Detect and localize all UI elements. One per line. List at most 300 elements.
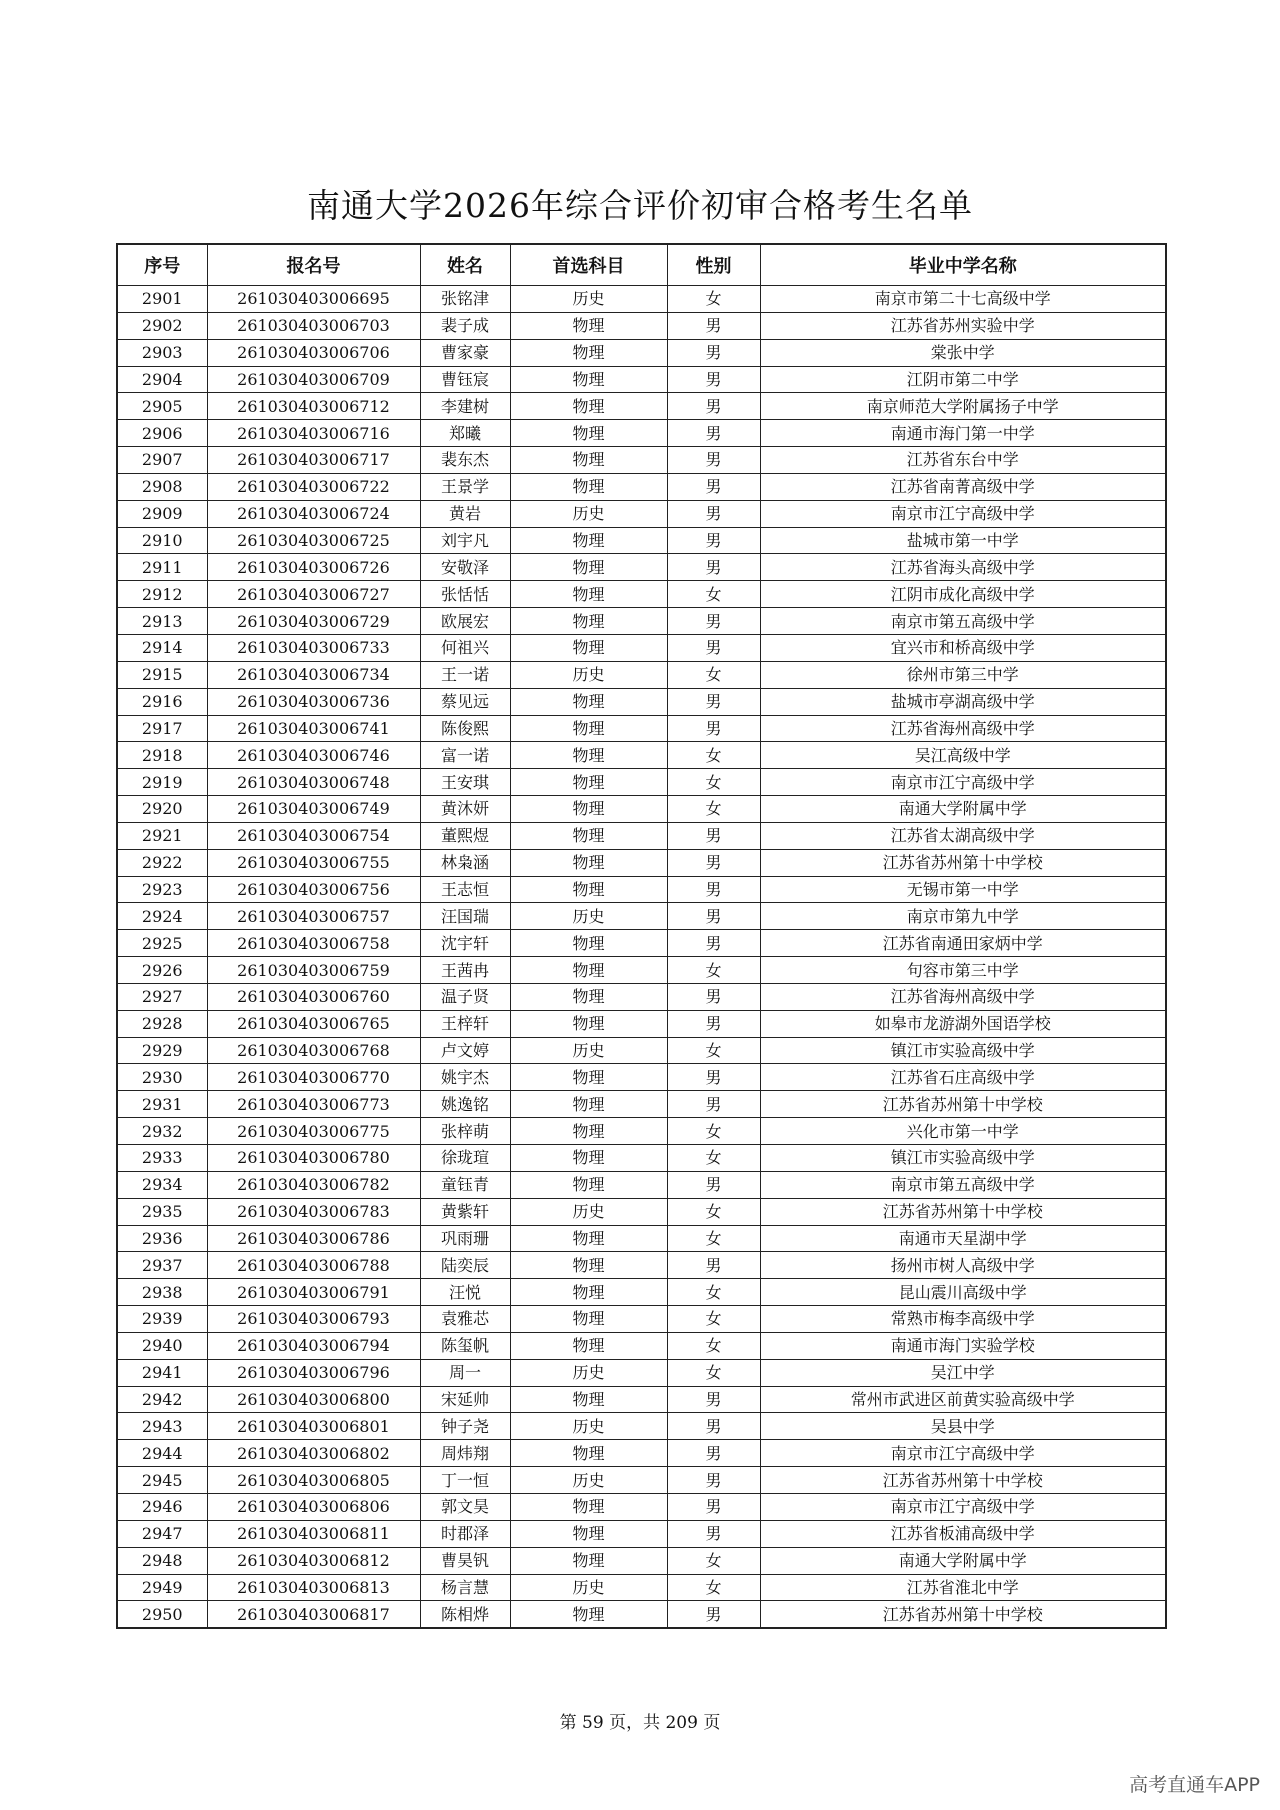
cell-index: 2942: [117, 1386, 207, 1413]
cell-registration-no: 261030403006765: [207, 1010, 420, 1037]
cell-index: 2905: [117, 393, 207, 420]
cell-registration-no: 261030403006783: [207, 1198, 420, 1225]
cell-name: 童钰青: [420, 1171, 510, 1198]
cell-school: 扬州市树人高级中学: [760, 1252, 1166, 1279]
cell-index: 2906: [117, 420, 207, 447]
cell-school: 盐城市亭湖高级中学: [760, 688, 1166, 715]
cell-name: 姚逸铭: [420, 1091, 510, 1118]
table-row: [117, 1091, 1166, 1118]
cell-registration-no: 261030403006791: [207, 1279, 420, 1306]
cell-index: 2947: [117, 1520, 207, 1547]
cell-subject: 物理: [510, 554, 667, 581]
cell-name: 李建树: [420, 393, 510, 420]
cell-index: 2920: [117, 796, 207, 823]
cell-school: 南京师范大学附属扬子中学: [760, 393, 1166, 420]
cell-gender: 女: [667, 1198, 760, 1225]
cell-name: 郑曦: [420, 420, 510, 447]
cell-gender: 男: [667, 1440, 760, 1467]
cell-gender: 男: [667, 1252, 760, 1279]
cell-subject: 物理: [510, 1332, 667, 1359]
cell-name: 宋延帅: [420, 1386, 510, 1413]
cell-gender: 女: [667, 581, 760, 608]
cell-registration-no: 261030403006754: [207, 822, 420, 849]
cell-name: 周一: [420, 1359, 510, 1386]
cell-subject: 物理: [510, 1306, 667, 1333]
cell-gender: 男: [667, 983, 760, 1010]
cell-registration-no: 261030403006725: [207, 527, 420, 554]
cell-registration-no: 261030403006729: [207, 608, 420, 635]
cell-name: 黄紫轩: [420, 1198, 510, 1225]
cell-index: 2929: [117, 1037, 207, 1064]
cell-subject: 物理: [510, 742, 667, 769]
cell-school: 南通市海门第一中学: [760, 420, 1166, 447]
cell-school: 南京市第二十七高级中学: [760, 286, 1166, 313]
cell-school: 兴化市第一中学: [760, 1118, 1166, 1145]
cell-index: 2922: [117, 849, 207, 876]
table-row: [117, 1198, 1166, 1225]
cell-school: 江苏省东台中学: [760, 447, 1166, 474]
cell-index: 2944: [117, 1440, 207, 1467]
cell-name: 温子贤: [420, 983, 510, 1010]
cell-name: 王景学: [420, 473, 510, 500]
cell-registration-no: 261030403006727: [207, 581, 420, 608]
cell-school: 江苏省苏州第十中学校: [760, 849, 1166, 876]
cell-index: 2915: [117, 661, 207, 688]
cell-name: 王梓轩: [420, 1010, 510, 1037]
cell-registration-no: 261030403006801: [207, 1413, 420, 1440]
cell-index: 2911: [117, 554, 207, 581]
table-row: [117, 1145, 1166, 1172]
table-row: [117, 608, 1166, 635]
cell-registration-no: 261030403006724: [207, 500, 420, 527]
cell-gender: 女: [667, 1359, 760, 1386]
cell-school: 镇江市实验高级中学: [760, 1145, 1166, 1172]
cell-school: 江阴市第二中学: [760, 366, 1166, 393]
cell-gender: 男: [667, 1520, 760, 1547]
cell-gender: 男: [667, 473, 760, 500]
cell-name: 黄沐妍: [420, 796, 510, 823]
cell-gender: 女: [667, 1332, 760, 1359]
cell-index: 2925: [117, 930, 207, 957]
cell-gender: 男: [667, 1467, 760, 1494]
cell-index: 2923: [117, 876, 207, 903]
cell-name: 钟子尧: [420, 1413, 510, 1440]
cell-school: 南京市江宁高级中学: [760, 1440, 1166, 1467]
cell-school: 如皋市龙游湖外国语学校: [760, 1010, 1166, 1037]
table-row: [117, 796, 1166, 823]
cell-index: 2916: [117, 688, 207, 715]
table-row: [117, 661, 1166, 688]
table-row: [117, 957, 1166, 984]
cell-subject: 物理: [510, 1010, 667, 1037]
cell-name: 徐珑瑄: [420, 1145, 510, 1172]
cell-subject: 物理: [510, 1171, 667, 1198]
cell-gender: 女: [667, 957, 760, 984]
table-row: [117, 1601, 1166, 1628]
table-row: [117, 286, 1166, 313]
cell-name: 卢文婷: [420, 1037, 510, 1064]
page-number: 第 59 页，共 209 页: [559, 1713, 721, 1733]
table-row: [117, 339, 1166, 366]
cell-registration-no: 261030403006734: [207, 661, 420, 688]
column-header-index: 序号: [117, 244, 207, 286]
cell-name: 陈相烨: [420, 1601, 510, 1628]
table-row: [117, 903, 1166, 930]
cell-school: 江苏省板浦高级中学: [760, 1520, 1166, 1547]
cell-name: 林枭涵: [420, 849, 510, 876]
table-row: [117, 1037, 1166, 1064]
cell-registration-no: 261030403006796: [207, 1359, 420, 1386]
cell-index: 2904: [117, 366, 207, 393]
cell-school: 江苏省石庄高级中学: [760, 1064, 1166, 1091]
column-header-registration-no: 报名号: [207, 244, 420, 286]
cell-name: 蔡见远: [420, 688, 510, 715]
cell-gender: 男: [667, 634, 760, 661]
cell-gender: 女: [667, 1145, 760, 1172]
cell-subject: 物理: [510, 420, 667, 447]
cell-registration-no: 261030403006813: [207, 1574, 420, 1601]
cell-registration-no: 261030403006695: [207, 286, 420, 313]
cell-gender: 男: [667, 930, 760, 957]
cell-gender: 男: [667, 608, 760, 635]
cell-registration-no: 261030403006746: [207, 742, 420, 769]
cell-subject: 历史: [510, 286, 667, 313]
cell-index: 2901: [117, 286, 207, 313]
cell-index: 2917: [117, 715, 207, 742]
cell-registration-no: 261030403006706: [207, 339, 420, 366]
table-header-row: [117, 244, 1166, 286]
cell-registration-no: 261030403006716: [207, 420, 420, 447]
table-row: [117, 527, 1166, 554]
cell-index: 2932: [117, 1118, 207, 1145]
cell-subject: 物理: [510, 1145, 667, 1172]
cell-registration-no: 261030403006722: [207, 473, 420, 500]
cell-subject: 物理: [510, 1493, 667, 1520]
cell-subject: 物理: [510, 983, 667, 1010]
cell-subject: 物理: [510, 876, 667, 903]
cell-gender: 男: [667, 312, 760, 339]
cell-index: 2948: [117, 1547, 207, 1574]
cell-registration-no: 261030403006806: [207, 1493, 420, 1520]
cell-name: 周炜翔: [420, 1440, 510, 1467]
table-row: [117, 1520, 1166, 1547]
cell-gender: 男: [667, 876, 760, 903]
cell-index: 2935: [117, 1198, 207, 1225]
cell-school: 南京市第五高级中学: [760, 608, 1166, 635]
cell-school: 江苏省苏州第十中学校: [760, 1198, 1166, 1225]
table-row: [117, 366, 1166, 393]
cell-name: 杨言慧: [420, 1574, 510, 1601]
cell-school: 吴县中学: [760, 1413, 1166, 1440]
cell-index: 2939: [117, 1306, 207, 1333]
cell-name: 黄岩: [420, 500, 510, 527]
cell-subject: 历史: [510, 1198, 667, 1225]
cell-index: 2928: [117, 1010, 207, 1037]
cell-gender: 男: [667, 1386, 760, 1413]
column-header-name: 姓名: [420, 244, 510, 286]
cell-name: 刘宇凡: [420, 527, 510, 554]
cell-name: 张梓萌: [420, 1118, 510, 1145]
cell-school: 江苏省苏州第十中学校: [760, 1601, 1166, 1628]
cell-index: 2907: [117, 447, 207, 474]
cell-index: 2934: [117, 1171, 207, 1198]
cell-registration-no: 261030403006768: [207, 1037, 420, 1064]
cell-gender: 男: [667, 688, 760, 715]
cell-subject: 物理: [510, 1440, 667, 1467]
cell-gender: 男: [667, 420, 760, 447]
cell-index: 2918: [117, 742, 207, 769]
cell-registration-no: 261030403006788: [207, 1252, 420, 1279]
cell-subject: 物理: [510, 796, 667, 823]
table-row: [117, 1332, 1166, 1359]
table-row: [117, 1467, 1166, 1494]
cell-registration-no: 261030403006759: [207, 957, 420, 984]
cell-index: 2914: [117, 634, 207, 661]
cell-subject: 历史: [510, 1359, 667, 1386]
table-row: [117, 1440, 1166, 1467]
table-row: [117, 1064, 1166, 1091]
cell-subject: 物理: [510, 608, 667, 635]
cell-subject: 历史: [510, 1467, 667, 1494]
cell-index: 2941: [117, 1359, 207, 1386]
cell-gender: 女: [667, 286, 760, 313]
cell-school: 吴江高级中学: [760, 742, 1166, 769]
column-header-subject: 首选科目: [510, 244, 667, 286]
cell-school: 徐州市第三中学: [760, 661, 1166, 688]
cell-school: 南京市江宁高级中学: [760, 1493, 1166, 1520]
table-row: [117, 1279, 1166, 1306]
cell-subject: 物理: [510, 1520, 667, 1547]
cell-index: 2950: [117, 1601, 207, 1628]
cell-name: 王一诺: [420, 661, 510, 688]
cell-subject: 物理: [510, 769, 667, 796]
cell-school: 常熟市梅李高级中学: [760, 1306, 1166, 1333]
cell-gender: 男: [667, 1010, 760, 1037]
table-row: [117, 500, 1166, 527]
cell-registration-no: 261030403006811: [207, 1520, 420, 1547]
table-row: [117, 1413, 1166, 1440]
cell-gender: 男: [667, 554, 760, 581]
table-row: [117, 420, 1166, 447]
cell-subject: 物理: [510, 339, 667, 366]
cell-index: 2949: [117, 1574, 207, 1601]
cell-subject: 历史: [510, 500, 667, 527]
cell-registration-no: 261030403006726: [207, 554, 420, 581]
cell-gender: 女: [667, 742, 760, 769]
cell-index: 2938: [117, 1279, 207, 1306]
cell-subject: 物理: [510, 1386, 667, 1413]
cell-registration-no: 261030403006786: [207, 1225, 420, 1252]
cell-subject: 物理: [510, 715, 667, 742]
cell-index: 2903: [117, 339, 207, 366]
cell-registration-no: 261030403006773: [207, 1091, 420, 1118]
cell-subject: 物理: [510, 473, 667, 500]
cell-registration-no: 261030403006758: [207, 930, 420, 957]
cell-index: 2940: [117, 1332, 207, 1359]
cell-subject: 物理: [510, 1547, 667, 1574]
cell-index: 2931: [117, 1091, 207, 1118]
cell-registration-no: 261030403006812: [207, 1547, 420, 1574]
cell-name: 安敬泽: [420, 554, 510, 581]
cell-subject: 历史: [510, 661, 667, 688]
cell-registration-no: 261030403006782: [207, 1171, 420, 1198]
cell-registration-no: 261030403006717: [207, 447, 420, 474]
cell-school: 江苏省南菁高级中学: [760, 473, 1166, 500]
cell-name: 董熙煜: [420, 822, 510, 849]
cell-registration-no: 261030403006736: [207, 688, 420, 715]
cell-school: 常州市武进区前黄实验高级中学: [760, 1386, 1166, 1413]
cell-gender: 男: [667, 715, 760, 742]
table-row: [117, 983, 1166, 1010]
cell-school: 昆山震川高级中学: [760, 1279, 1166, 1306]
cell-registration-no: 261030403006794: [207, 1332, 420, 1359]
table-row: [117, 1010, 1166, 1037]
table-row: [117, 1547, 1166, 1574]
cell-school: 江苏省太湖高级中学: [760, 822, 1166, 849]
cell-subject: 历史: [510, 903, 667, 930]
cell-index: 2910: [117, 527, 207, 554]
table-row: [117, 822, 1166, 849]
watermark: 高考直通车APP: [1129, 1774, 1260, 1796]
cell-name: 张恬恬: [420, 581, 510, 608]
cell-registration-no: 261030403006793: [207, 1306, 420, 1333]
table-row: [117, 1386, 1166, 1413]
cell-index: 2933: [117, 1145, 207, 1172]
table-row: [117, 1225, 1166, 1252]
cell-subject: 物理: [510, 822, 667, 849]
cell-subject: 物理: [510, 312, 667, 339]
table-row: [117, 1171, 1166, 1198]
cell-gender: 男: [667, 1091, 760, 1118]
cell-subject: 物理: [510, 527, 667, 554]
cell-gender: 男: [667, 822, 760, 849]
cell-index: 2902: [117, 312, 207, 339]
cell-gender: 男: [667, 527, 760, 554]
cell-gender: 男: [667, 339, 760, 366]
cell-name: 张铭津: [420, 286, 510, 313]
cell-registration-no: 261030403006733: [207, 634, 420, 661]
cell-name: 王安琪: [420, 769, 510, 796]
cell-subject: 物理: [510, 1279, 667, 1306]
cell-index: 2930: [117, 1064, 207, 1091]
cell-registration-no: 261030403006802: [207, 1440, 420, 1467]
cell-registration-no: 261030403006770: [207, 1064, 420, 1091]
cell-gender: 男: [667, 1601, 760, 1628]
cell-name: 裴东杰: [420, 447, 510, 474]
cell-index: 2913: [117, 608, 207, 635]
cell-name: 袁雅芯: [420, 1306, 510, 1333]
cell-name: 巩雨珊: [420, 1225, 510, 1252]
cell-gender: 男: [667, 1413, 760, 1440]
table-row: [117, 849, 1166, 876]
cell-name: 郭文昊: [420, 1493, 510, 1520]
table-row: [117, 1574, 1166, 1601]
cell-name: 汪悦: [420, 1279, 510, 1306]
table-row: [117, 876, 1166, 903]
roster-body: [117, 286, 1166, 1629]
cell-name: 富一诺: [420, 742, 510, 769]
table-row: [117, 1306, 1166, 1333]
cell-registration-no: 261030403006757: [207, 903, 420, 930]
page-title: 南通大学2026年综合评价初审合格考生名单: [307, 186, 973, 225]
cell-registration-no: 261030403006755: [207, 849, 420, 876]
table-row: [117, 1118, 1166, 1145]
cell-school: 无锡市第一中学: [760, 876, 1166, 903]
table-row: [117, 554, 1166, 581]
cell-registration-no: 261030403006709: [207, 366, 420, 393]
cell-name: 陈玺帆: [420, 1332, 510, 1359]
cell-name: 丁一恒: [420, 1467, 510, 1494]
cell-index: 2945: [117, 1467, 207, 1494]
cell-school: 江苏省海州高级中学: [760, 983, 1166, 1010]
cell-registration-no: 261030403006805: [207, 1467, 420, 1494]
cell-name: 沈宇轩: [420, 930, 510, 957]
cell-registration-no: 261030403006760: [207, 983, 420, 1010]
cell-gender: 男: [667, 1493, 760, 1520]
cell-gender: 男: [667, 849, 760, 876]
cell-school: 宜兴市和桥高级中学: [760, 634, 1166, 661]
cell-index: 2921: [117, 822, 207, 849]
cell-registration-no: 261030403006712: [207, 393, 420, 420]
cell-school: 江苏省苏州实验中学: [760, 312, 1166, 339]
cell-name: 何祖兴: [420, 634, 510, 661]
cell-gender: 男: [667, 366, 760, 393]
table-row: [117, 393, 1166, 420]
cell-school: 江苏省南通田家炳中学: [760, 930, 1166, 957]
cell-subject: 历史: [510, 1037, 667, 1064]
cell-gender: 女: [667, 1225, 760, 1252]
cell-name: 陆奕辰: [420, 1252, 510, 1279]
cell-gender: 女: [667, 1279, 760, 1306]
cell-gender: 女: [667, 796, 760, 823]
cell-gender: 男: [667, 903, 760, 930]
table-row: [117, 769, 1166, 796]
cell-index: 2924: [117, 903, 207, 930]
cell-gender: 女: [667, 1118, 760, 1145]
cell-name: 欧展宏: [420, 608, 510, 635]
cell-school: 句容市第三中学: [760, 957, 1166, 984]
cell-school: 南通市天星湖中学: [760, 1225, 1166, 1252]
table-row: [117, 634, 1166, 661]
cell-subject: 历史: [510, 1413, 667, 1440]
table-row: [117, 447, 1166, 474]
cell-gender: 男: [667, 500, 760, 527]
cell-registration-no: 261030403006748: [207, 769, 420, 796]
cell-gender: 男: [667, 1171, 760, 1198]
cell-subject: 物理: [510, 1601, 667, 1628]
cell-registration-no: 261030403006780: [207, 1145, 420, 1172]
cell-index: 2936: [117, 1225, 207, 1252]
cell-subject: 物理: [510, 393, 667, 420]
cell-index: 2909: [117, 500, 207, 527]
table-row: [117, 688, 1166, 715]
cell-registration-no: 261030403006741: [207, 715, 420, 742]
table-row: [117, 1359, 1166, 1386]
cell-subject: 物理: [510, 1064, 667, 1091]
cell-gender: 女: [667, 1547, 760, 1574]
cell-school: 南通市海门实验学校: [760, 1332, 1166, 1359]
cell-school: 南京市江宁高级中学: [760, 500, 1166, 527]
cell-subject: 物理: [510, 849, 667, 876]
cell-school: 盐城市第一中学: [760, 527, 1166, 554]
cell-subject: 物理: [510, 688, 667, 715]
cell-school: 南京市江宁高级中学: [760, 769, 1166, 796]
cell-index: 2927: [117, 983, 207, 1010]
cell-name: 汪国瑞: [420, 903, 510, 930]
cell-subject: 物理: [510, 447, 667, 474]
cell-gender: 女: [667, 1574, 760, 1601]
cell-index: 2919: [117, 769, 207, 796]
